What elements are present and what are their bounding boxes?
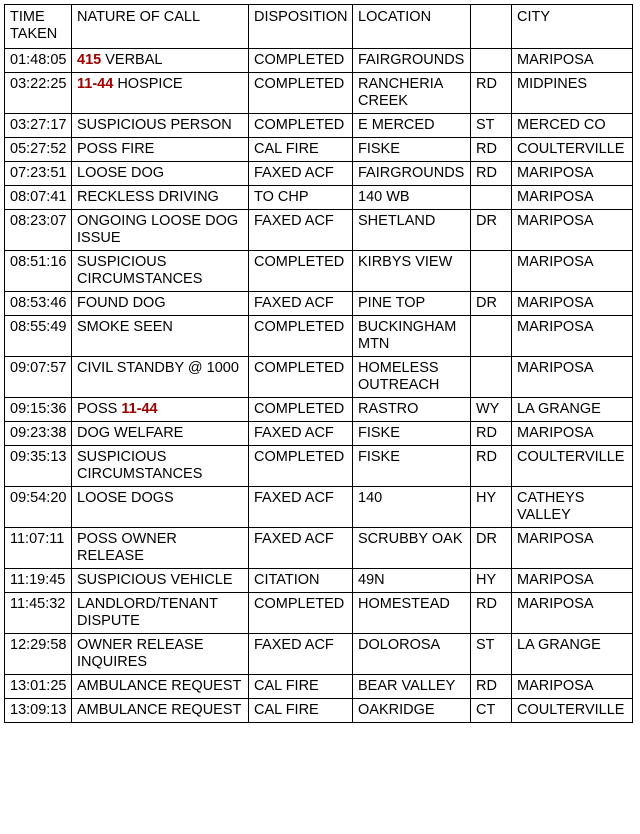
cell-location [353, 186, 471, 210]
city-text: MARIPOSA [517, 319, 594, 335]
time-text: 11:19:45 [10, 572, 66, 588]
cell-city [512, 422, 633, 446]
nature-text: SUSPICIOUS PERSON [77, 117, 232, 133]
street-suffix: RD [476, 678, 497, 694]
street-suffix: WY [476, 401, 500, 417]
cell-city [512, 446, 633, 487]
cell-time [5, 186, 72, 210]
cell-disposition [249, 251, 353, 292]
location-text: HOMELESS OUTREACH [358, 360, 440, 393]
cell-time [5, 138, 72, 162]
cell-suffix [471, 675, 512, 699]
cell-nature [72, 528, 249, 569]
cell-suffix [471, 487, 512, 528]
cell-suffix [471, 422, 512, 446]
city-text: COULTERVILLE [517, 449, 625, 465]
street-suffix: HY [476, 490, 497, 506]
cell-nature [72, 699, 249, 723]
street-suffix: RD [476, 76, 497, 92]
cell-nature [72, 251, 249, 292]
table-row [5, 357, 633, 398]
nature-text: SMOKE SEEN [77, 319, 173, 335]
cell-disposition [249, 49, 353, 73]
cell-disposition [249, 357, 353, 398]
cell-time [5, 634, 72, 675]
city-text: MARIPOSA [517, 52, 594, 68]
cell-time [5, 675, 72, 699]
cell-suffix [471, 446, 512, 487]
location-text: 140 WB [358, 189, 410, 205]
cell-time [5, 422, 72, 446]
cell-city [512, 699, 633, 723]
disposition-text: TO CHP [254, 189, 309, 205]
city-text: MARIPOSA [517, 254, 594, 270]
city-text: LA GRANGE [517, 401, 601, 417]
cell-disposition [249, 422, 353, 446]
cell-time [5, 114, 72, 138]
cell-city [512, 634, 633, 675]
cell-time [5, 446, 72, 487]
location-text: BEAR VALLEY [358, 678, 456, 694]
cell-disposition [249, 114, 353, 138]
cell-suffix [471, 49, 512, 73]
street-suffix: ST [476, 637, 495, 653]
city-text: COULTERVILLE [517, 702, 625, 718]
table-row [5, 634, 633, 675]
time-text: 13:01:25 [10, 678, 67, 694]
disposition-text: CAL FIRE [254, 678, 319, 694]
nature-text: POSS OWNER RELEASE [77, 531, 177, 564]
time-text: 11:07:11 [10, 531, 65, 547]
cell-nature [72, 114, 249, 138]
table-row [5, 528, 633, 569]
cell-city [512, 114, 633, 138]
cell-city [512, 251, 633, 292]
city-text: LA GRANGE [517, 637, 601, 653]
nature-text: LOOSE DOGS [77, 490, 174, 506]
cell-disposition [249, 292, 353, 316]
disposition-text: COMPLETED [254, 319, 345, 335]
cell-disposition [249, 634, 353, 675]
disposition-text: FAXED ACF [254, 531, 334, 547]
cell-location [353, 675, 471, 699]
street-suffix: RD [476, 165, 497, 181]
table-row [5, 114, 633, 138]
time-text: 08:51:16 [10, 254, 67, 270]
nature-text-tail: HOSPICE [113, 76, 183, 92]
cell-city [512, 528, 633, 569]
header-disposition: DISPOSITION [249, 5, 353, 49]
cell-city [512, 569, 633, 593]
time-text: 05:27:52 [10, 141, 67, 157]
nature-text: AMBULANCE REQUEST [77, 678, 242, 694]
cell-suffix [471, 138, 512, 162]
nature-text: DOG WELFARE [77, 425, 184, 441]
cell-suffix [471, 251, 512, 292]
city-text: MARIPOSA [517, 596, 594, 612]
location-text: PINE TOP [358, 295, 426, 311]
cell-city [512, 49, 633, 73]
cell-location [353, 251, 471, 292]
time-text: 09:35:13 [10, 449, 67, 465]
street-suffix: DR [476, 213, 497, 229]
table-row [5, 569, 633, 593]
location-text: RASTRO [358, 401, 419, 417]
cell-suffix [471, 162, 512, 186]
cell-suffix [471, 186, 512, 210]
header-row [5, 5, 633, 49]
street-suffix: RD [476, 596, 497, 612]
nature-text: RECKLESS DRIVING [77, 189, 219, 205]
cell-suffix [471, 634, 512, 675]
street-suffix: DR [476, 531, 497, 547]
city-text: MARIPOSA [517, 360, 594, 376]
street-suffix: ST [476, 117, 495, 133]
cell-city [512, 292, 633, 316]
cell-time [5, 699, 72, 723]
cell-location [353, 487, 471, 528]
nature-text: POSS FIRE [77, 141, 155, 157]
cell-location [353, 357, 471, 398]
city-text: COULTERVILLE [517, 141, 625, 157]
cell-time [5, 528, 72, 569]
table-row [5, 593, 633, 634]
cell-location [353, 49, 471, 73]
cell-suffix [471, 114, 512, 138]
nature-text: CIVIL STANDBY @ 1000 [77, 360, 239, 376]
nature-text: SUSPICIOUS CIRCUMSTANCES [77, 254, 203, 287]
header-time: TIME TAKEN [5, 5, 72, 49]
city-text: MARIPOSA [517, 165, 594, 181]
cell-city [512, 73, 633, 114]
cell-time [5, 487, 72, 528]
call-log [4, 4, 633, 723]
cell-city [512, 210, 633, 251]
nature-text: SUSPICIOUS VEHICLE [77, 572, 233, 588]
disposition-text: CITATION [254, 572, 320, 588]
street-suffix: RD [476, 141, 497, 157]
cell-suffix [471, 316, 512, 357]
location-text: FAIRGROUNDS [358, 52, 465, 68]
cell-location [353, 634, 471, 675]
cell-nature [72, 357, 249, 398]
cell-location [353, 210, 471, 251]
disposition-text: FAXED ACF [254, 637, 334, 653]
nature-text: ONGOING LOOSE DOG ISSUE [77, 213, 239, 246]
time-text: 09:15:36 [10, 401, 67, 417]
time-text: 07:23:51 [10, 165, 67, 181]
location-text: FISKE [358, 425, 400, 441]
cell-disposition [249, 675, 353, 699]
time-text: 08:23:07 [10, 213, 67, 229]
time-text: 03:22:25 [10, 76, 67, 92]
cell-city [512, 186, 633, 210]
disposition-text: COMPLETED [254, 401, 345, 417]
cell-location [353, 292, 471, 316]
city-text: MARIPOSA [517, 213, 594, 229]
time-text: 01:48:05 [10, 52, 67, 68]
disposition-text: FAXED ACF [254, 490, 334, 506]
table-row [5, 49, 633, 73]
disposition-text: CAL FIRE [254, 702, 319, 718]
cell-disposition [249, 593, 353, 634]
table-row [5, 138, 633, 162]
cell-nature [72, 675, 249, 699]
cell-suffix [471, 357, 512, 398]
street-suffix: CT [476, 702, 496, 718]
nature-text: POSS [77, 401, 122, 417]
cell-location [353, 593, 471, 634]
time-text: 08:55:49 [10, 319, 67, 335]
cell-nature [72, 292, 249, 316]
street-suffix: RD [476, 425, 497, 441]
cell-location [353, 114, 471, 138]
disposition-text: FAXED ACF [254, 165, 334, 181]
cell-nature [72, 49, 249, 73]
table-row [5, 446, 633, 487]
header-city: CITY [512, 5, 633, 49]
table-row [5, 210, 633, 251]
cell-nature [72, 422, 249, 446]
city-text: MARIPOSA [517, 572, 594, 588]
cell-nature [72, 593, 249, 634]
cell-city [512, 593, 633, 634]
location-text: FISKE [358, 141, 400, 157]
cell-city [512, 487, 633, 528]
city-text: MARIPOSA [517, 189, 594, 205]
time-text: 09:07:57 [10, 360, 67, 376]
cell-location [353, 528, 471, 569]
cell-time [5, 49, 72, 73]
cell-nature [72, 316, 249, 357]
table-row [5, 73, 633, 114]
cell-time [5, 398, 72, 422]
location-text: SHETLAND [358, 213, 436, 229]
cell-disposition [249, 487, 353, 528]
cell-suffix [471, 398, 512, 422]
cell-suffix [471, 292, 512, 316]
cell-suffix [471, 210, 512, 251]
time-text: 11:45:32 [10, 596, 66, 612]
table-row [5, 251, 633, 292]
location-text: FISKE [358, 449, 400, 465]
disposition-text: FAXED ACF [254, 213, 334, 229]
location-text: 49N [358, 572, 385, 588]
time-text: 12:29:58 [10, 637, 67, 653]
table-body [5, 49, 633, 723]
header-nature: NATURE OF CALL [72, 5, 249, 49]
nature-text: SUSPICIOUS CIRCUMSTANCES [77, 449, 203, 482]
time-text: 08:53:46 [10, 295, 67, 311]
cell-location [353, 316, 471, 357]
cell-location [353, 569, 471, 593]
disposition-text: COMPLETED [254, 449, 345, 465]
city-text: MIDPINES [517, 76, 588, 92]
cell-nature [72, 569, 249, 593]
city-text: MARIPOSA [517, 531, 594, 547]
cell-time [5, 316, 72, 357]
cell-disposition [249, 138, 353, 162]
cell-location [353, 446, 471, 487]
nature-text: FOUND DOG [77, 295, 166, 311]
nature-text: AMBULANCE REQUEST [77, 702, 242, 718]
cell-time [5, 162, 72, 186]
cell-location [353, 422, 471, 446]
time-text: 09:23:38 [10, 425, 67, 441]
cell-city [512, 138, 633, 162]
cell-suffix [471, 73, 512, 114]
cell-city [512, 675, 633, 699]
cell-nature [72, 446, 249, 487]
call-log-table [4, 4, 633, 723]
table-row [5, 292, 633, 316]
cell-time [5, 210, 72, 251]
disposition-text: COMPLETED [254, 360, 345, 376]
cell-time [5, 73, 72, 114]
table-row [5, 316, 633, 357]
location-text: FAIRGROUNDS [358, 165, 465, 181]
cell-nature [72, 487, 249, 528]
location-text: SCRUBBY OAK [358, 531, 463, 547]
cell-city [512, 162, 633, 186]
call-code: 11-44 [121, 401, 158, 417]
time-text: 03:27:17 [10, 117, 67, 133]
city-text: MARIPOSA [517, 678, 594, 694]
disposition-text: FAXED ACF [254, 295, 334, 311]
nature-text: OWNER RELEASE INQUIRES [77, 637, 204, 670]
disposition-text: COMPLETED [254, 52, 345, 68]
time-text: 09:54:20 [10, 490, 67, 506]
cell-disposition [249, 186, 353, 210]
disposition-text: COMPLETED [254, 254, 345, 270]
cell-suffix [471, 699, 512, 723]
city-text: MERCED CO [517, 117, 606, 133]
cell-time [5, 593, 72, 634]
cell-city [512, 357, 633, 398]
cell-disposition [249, 528, 353, 569]
nature-text: LOOSE DOG [77, 165, 165, 181]
disposition-text: CAL FIRE [254, 141, 319, 157]
location-text: BUCKINGHAM MTN [358, 319, 457, 352]
street-suffix: DR [476, 295, 497, 311]
disposition-text: COMPLETED [254, 596, 345, 612]
call-code: 415 [77, 52, 102, 68]
location-text: HOMESTEAD [358, 596, 450, 612]
nature-text: LANDLORD/TENANT DISPUTE [77, 596, 218, 629]
cell-disposition [249, 210, 353, 251]
table-row [5, 675, 633, 699]
header-suffix [471, 5, 512, 49]
cell-disposition [249, 569, 353, 593]
table-row [5, 162, 633, 186]
disposition-text: COMPLETED [254, 76, 345, 92]
cell-disposition [249, 446, 353, 487]
cell-location [353, 398, 471, 422]
cell-disposition [249, 316, 353, 357]
location-text: DOLOROSA [358, 637, 441, 653]
location-text: E MERCED [358, 117, 435, 133]
location-text: KIRBYS VIEW [358, 254, 453, 270]
time-text: 13:09:13 [10, 702, 67, 718]
cell-suffix [471, 593, 512, 634]
table-row [5, 699, 633, 723]
location-text: OAKRIDGE [358, 702, 435, 718]
cell-disposition [249, 162, 353, 186]
cell-city [512, 398, 633, 422]
cell-location [353, 138, 471, 162]
cell-time [5, 569, 72, 593]
cell-time [5, 357, 72, 398]
time-text: 08:07:41 [10, 189, 67, 205]
city-text: CATHEYS VALLEY [517, 490, 585, 523]
disposition-text: COMPLETED [254, 117, 345, 133]
cell-disposition [249, 73, 353, 114]
cell-city [512, 316, 633, 357]
cell-disposition [249, 699, 353, 723]
cell-time [5, 251, 72, 292]
disposition-text: FAXED ACF [254, 425, 334, 441]
cell-location [353, 162, 471, 186]
city-text: MARIPOSA [517, 295, 594, 311]
cell-nature [72, 634, 249, 675]
table-row [5, 422, 633, 446]
call-code: 11-44 [77, 76, 114, 92]
table-row [5, 487, 633, 528]
cell-suffix [471, 528, 512, 569]
cell-time [5, 292, 72, 316]
cell-nature [72, 162, 249, 186]
cell-suffix [471, 569, 512, 593]
table-row [5, 398, 633, 422]
cell-location [353, 73, 471, 114]
header-location: LOCATION [353, 5, 471, 49]
street-suffix: RD [476, 449, 497, 465]
cell-disposition [249, 398, 353, 422]
location-text: 140 [358, 490, 383, 506]
cell-nature [72, 138, 249, 162]
table-row [5, 186, 633, 210]
nature-text-tail: VERBAL [101, 52, 163, 68]
cell-nature [72, 186, 249, 210]
cell-nature [72, 210, 249, 251]
cell-nature [72, 398, 249, 422]
city-text: MARIPOSA [517, 425, 594, 441]
cell-location [353, 699, 471, 723]
street-suffix: HY [476, 572, 497, 588]
cell-nature [72, 73, 249, 114]
location-text: RANCHERIA CREEK [358, 76, 443, 109]
